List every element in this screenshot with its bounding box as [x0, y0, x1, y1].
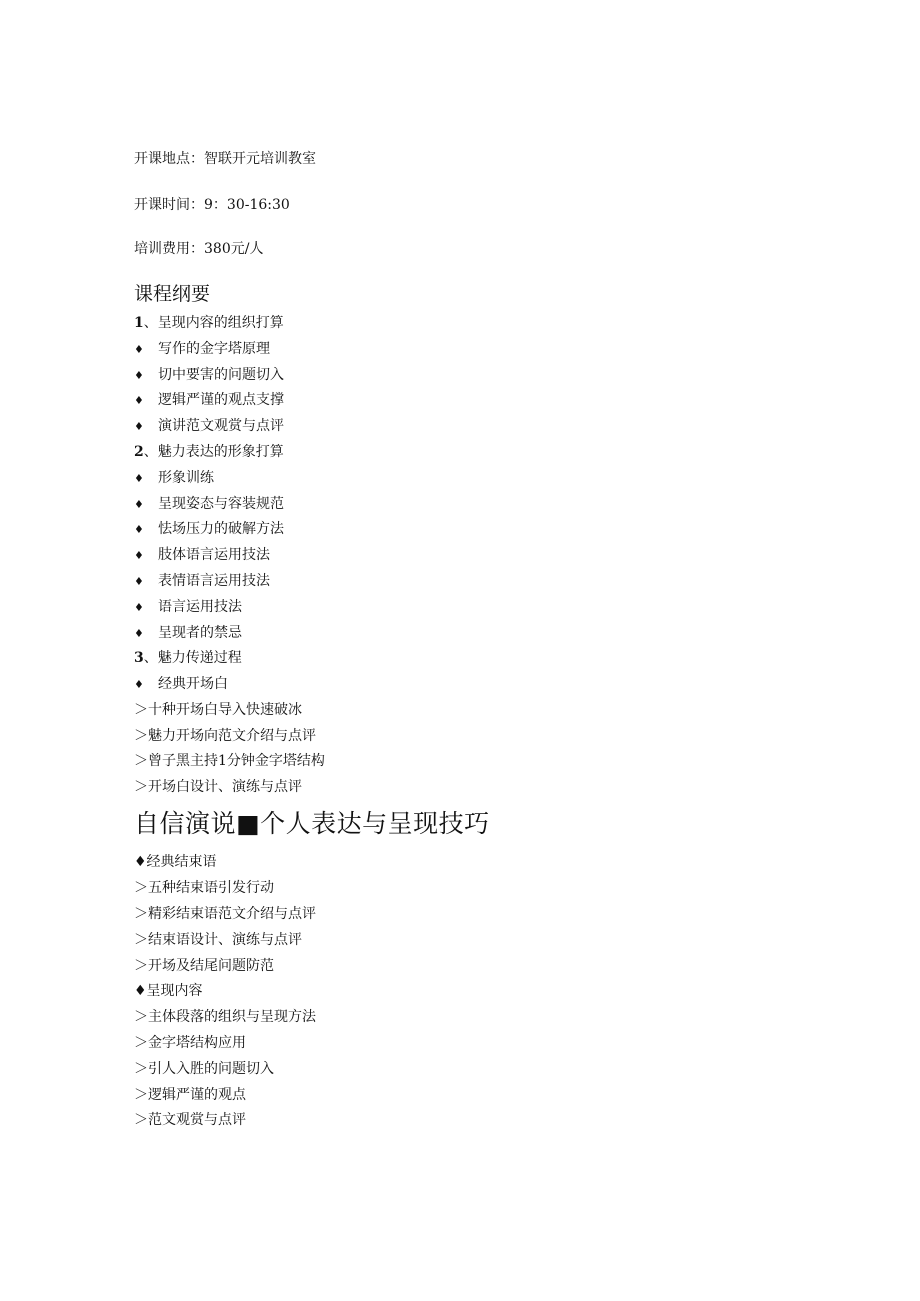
diamond-bullet-icon: ♦ [134, 472, 144, 485]
sub-list-item: ＞五种结束语引发行动 [134, 880, 274, 896]
section-1-heading [134, 314, 284, 332]
section-3-heading [134, 649, 242, 667]
list-item: ♦ 语言运用技法 [134, 599, 242, 615]
list-item: ♦ 表情语言运用技法 [134, 573, 270, 589]
sub-list-item: ＞引人入胜的问题切入 [134, 1061, 274, 1077]
list-item: ♦ 演讲范文观赏与点评 [134, 418, 284, 434]
list-item: ♦ 经典开场白 [134, 676, 228, 692]
diamond-bullet-icon: ♦ [134, 575, 144, 588]
sub-list-item: ＞曾子黑主持1分钟金字塔结构 [134, 753, 325, 769]
course-location: 开课地点：智联开元培训教室 [134, 151, 316, 167]
sub-list-item: ＞十种开场白导入快速破冰 [134, 702, 302, 718]
list-item: ♦ 逻辑严谨的观点支撑 [134, 392, 284, 408]
outline-title: 课程纲要 [134, 283, 211, 305]
section-title: 、呈现内容的组织打算 [143, 315, 284, 331]
section-2-heading [134, 443, 284, 461]
sub-list-item: ＞逻辑严谨的观点 [134, 1087, 246, 1103]
list-item: ♦ 怯场压力的破解方法 [134, 521, 284, 537]
diamond-bullet-icon: ♦ [134, 498, 144, 511]
group-2-title: ♦呈现内容 [134, 983, 203, 999]
sub-list-item: ＞开场白设计、演练与点评 [134, 779, 302, 795]
sub-list-item: ＞结束语设计、演练与点评 [134, 932, 302, 948]
section-number: 1 [134, 315, 144, 331]
sub-list-item: ＞主体段落的组织与呈现方法 [134, 1009, 316, 1025]
sub-list-item: ＞开场及结尾问题防范 [134, 958, 274, 974]
diamond-bullet-icon: ♦ [134, 549, 144, 562]
course-fee: 培训费用：380元/人 [134, 241, 264, 257]
diamond-bullet-icon: ♦ [134, 394, 144, 407]
list-item: ♦ 肢体语言运用技法 [134, 547, 270, 563]
sub-list-item: ＞范文观赏与点评 [134, 1112, 246, 1128]
section-title: 、魅力传递过程 [143, 650, 242, 666]
diamond-bullet-icon: ♦ [134, 369, 144, 382]
course-time: 开课时间：9：30-16:30 [134, 197, 290, 213]
diamond-bullet-icon: ♦ [134, 343, 144, 356]
sub-list-item: ＞魅力开场向范文介绍与点评 [134, 728, 316, 744]
sub-list-item: ＞精彩结束语范文介绍与点评 [134, 906, 316, 922]
diamond-bullet-icon: ♦ [134, 678, 144, 691]
list-item: ♦ 呈现者的禁忌 [134, 625, 242, 641]
group-1-title: ♦经典结束语 [134, 854, 217, 870]
list-item: ♦ 形象训练 [134, 470, 214, 486]
sub-list-item: ＞金字塔结构应用 [134, 1035, 246, 1051]
list-item: ♦ 切中要害的问题切入 [134, 367, 284, 383]
list-item: ♦ 写作的金字塔原理 [134, 341, 270, 357]
section-title: 、魅力表达的形象打算 [143, 444, 284, 460]
diamond-bullet-icon: ♦ [134, 627, 144, 640]
section-number: 3 [134, 650, 144, 666]
diamond-bullet-icon: ♦ [134, 420, 144, 433]
diamond-bullet-icon: ♦ [134, 601, 144, 614]
section-number: 2 [134, 444, 144, 460]
course-title: 自信演说■个人表达与呈现技巧 [134, 809, 490, 838]
diamond-bullet-icon: ♦ [134, 523, 144, 536]
list-item: ♦ 呈现姿态与容装规范 [134, 496, 284, 512]
